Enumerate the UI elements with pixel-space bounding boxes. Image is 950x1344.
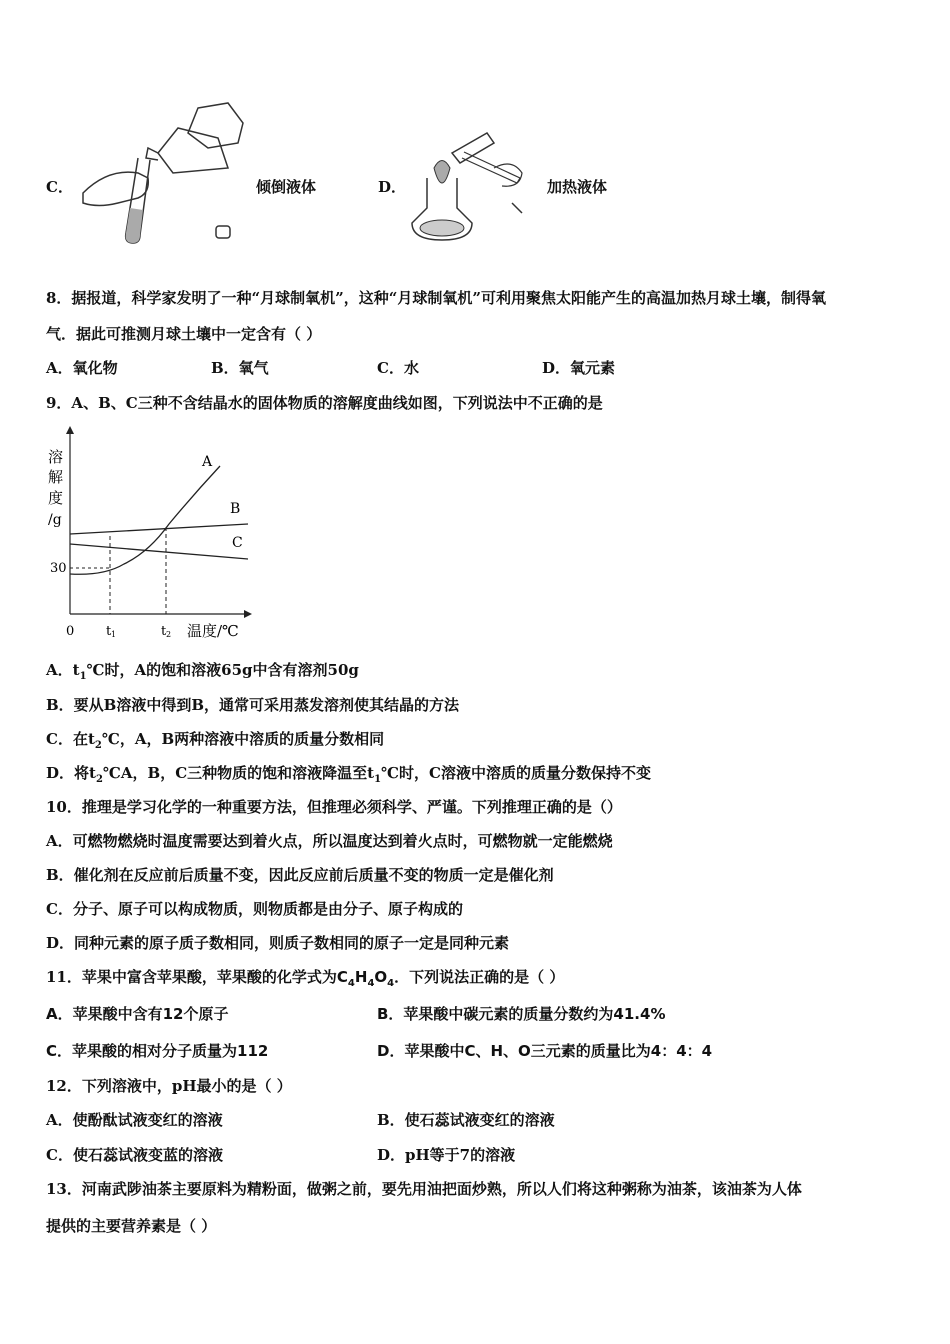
curve-b	[70, 524, 248, 534]
q9-stem: 9．A、B、C三种不含结晶水的固体物质的溶解度曲线如图，下列说法中不正确的是	[46, 394, 603, 412]
q11-option-a: A．苹果酸中含有12个原子	[46, 1005, 229, 1023]
q7-option-c-letter: C．	[46, 178, 73, 196]
curve-label-b: B	[230, 501, 241, 517]
curve-c	[70, 544, 248, 559]
x-origin: 0	[66, 624, 75, 639]
q13-stem-line2: 提供的主要营养素是（ ）	[46, 1217, 217, 1235]
q11-option-d: D．苹果酸中C、H、O三元素的质量比为4：4：4	[377, 1042, 713, 1060]
pouring-liquid-illustration	[78, 98, 248, 248]
q8-option-d: D．氧元素	[542, 359, 616, 377]
q13-stem-line1: 13．河南武陟油茶主要原料为精粉面，做粥之前，要先用油把面炒熟，所以人们将这种粥称为油茶，该油茶为人体	[46, 1180, 802, 1198]
q10-stem: 10．推理是学习化学的一种重要方法，但推理必须科学、严谨。下列推理正确的是（）	[46, 798, 622, 816]
q9-option-c: C．在$t_2℃$，A，B两种溶液中溶质的质量分数相同	[46, 730, 385, 751]
curve-a	[70, 466, 220, 574]
curve-label-a: A	[202, 454, 213, 470]
x-axis-label: 温度/℃	[187, 622, 239, 640]
q9-option-d: D．将$t_2℃A$，B，C三种物质的饱和溶液降温至$t_1℃$时，C溶液中溶质的质量分数保持不变	[46, 764, 651, 785]
x-tick-t2: t	[161, 624, 167, 639]
q8-stem-line1: 8．据报道，科学家发明了一种“月球制氧机”，这种“月球制氧机”可利用聚焦太阳能产生的高温加热月球土壤，制得氧	[46, 289, 826, 307]
curve-label-c: C	[232, 535, 243, 551]
q10-option-d: D．同种元素的原子质子数相同，则质子数相同的原子一定是同种元素	[46, 934, 510, 952]
q7-option-d-text: 加热液体	[547, 178, 608, 196]
q8-option-b: B．氧气	[211, 359, 269, 377]
q11-option-c: C．苹果酸的相对分子质量为112	[46, 1042, 269, 1060]
y-label-char-3: 度	[48, 489, 64, 507]
q10-option-a: A．可燃物燃烧时温度需要达到着火点，所以温度达到着火点时，可燃物就一定能燃烧	[46, 832, 613, 850]
q12-option-d: D．pH等于7的溶液	[377, 1146, 516, 1164]
q10-option-b: B．催化剂在反应前后质量不变，因此反应前后质量不变的物质一定是催化剂	[46, 866, 554, 884]
y-tick-30: 30	[50, 561, 67, 576]
malic-acid-formula: $C_4H_4O_4$	[336, 968, 395, 989]
q10-option-c: C．分子、原子可以构成物质，则物质都是由分子、原子构成的	[46, 900, 463, 918]
q12-option-c: C．使石蕊试液变蓝的溶液	[46, 1146, 223, 1164]
q9-option-a: A．$t_1℃$时，A的饱和溶液65g中含有溶剂50g	[46, 661, 359, 682]
heating-liquid-illustration	[402, 128, 532, 248]
y-label-char-4: /g	[48, 512, 62, 528]
q7-option-d-letter: D．	[378, 178, 407, 196]
q12-option-b: B．使石蕊试液变红的溶液	[377, 1111, 555, 1129]
q7-option-c-text: 倾倒液体	[256, 178, 317, 196]
q8-option-a: A．氧化物	[46, 359, 118, 377]
x-tick-t1-sub: 1	[111, 630, 117, 639]
q8-stem-line2: 气．据此可推测月球土壤中一定含有（ ）	[46, 325, 322, 343]
x-tick-t2-sub: 2	[166, 630, 172, 639]
y-label-char-1: 溶	[48, 448, 64, 466]
solubility-curve-chart	[44, 424, 254, 644]
q12-stem: 12．下列溶液中，pH最小的是（ ）	[46, 1077, 292, 1095]
y-label-char-2: 解	[48, 468, 64, 486]
q9-option-b: B．要从B溶液中得到B，通常可采用蒸发溶剂使其结晶的方法	[46, 696, 460, 714]
q11-option-b: B．苹果酸中碳元素的质量分数约为41.4%	[377, 1005, 666, 1023]
q8-option-c: C．水	[377, 359, 419, 377]
q12-option-a: A．使酚酞试液变红的溶液	[46, 1111, 223, 1129]
x-tick-t1: t	[106, 624, 112, 639]
q11-stem: 11．苹果中富含苹果酸，苹果酸的化学式为$C_4H_4O_4$．下列说法正确的是（ ）	[46, 968, 565, 989]
